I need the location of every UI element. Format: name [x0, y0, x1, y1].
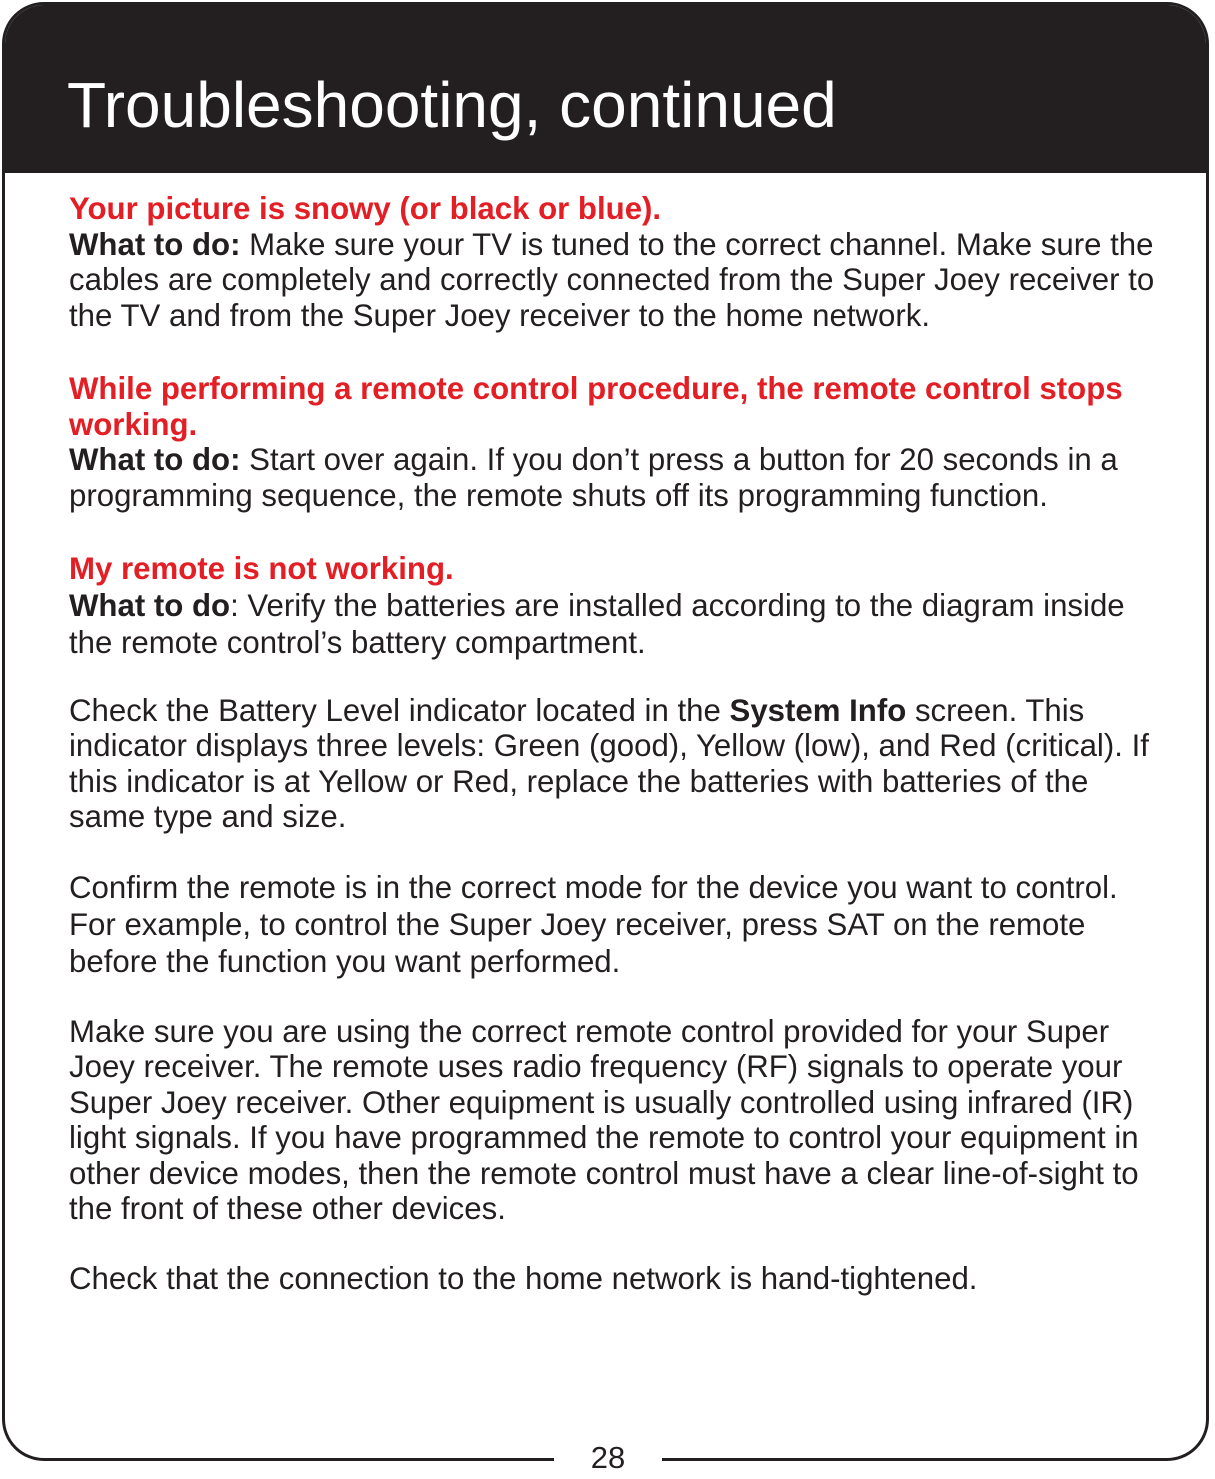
issue-remote-stops	[69, 371, 1164, 513]
what-to-do-label: What to do:	[69, 226, 241, 262]
solution-text: Make sure your TV is tuned to the correct channel. Make sure the cables are completely and correctly connected from the Super Joey receiver to the TV and from the Super Joey receiver to the home network.	[69, 226, 1155, 333]
issue-heading-remote-stops: While performing a remote control procedure, the remote control stops working.	[69, 371, 1123, 442]
issue-remote-not-working	[69, 551, 1164, 661]
solution-snowy-picture	[69, 227, 1164, 334]
solution-text: Start over again. If you don’t press a button for 20 seconds in a programming sequence, the remote shuts off its programming function.	[69, 442, 1118, 513]
page-frame	[2, 2, 1209, 1461]
battery-text-after: screen. This indicator displays three levels: Green (good), Yellow (low), and Red (critical). If this indicator is at Yellow or Red, replace the batteries with batteries of the same type and size.	[69, 692, 1149, 834]
what-to-do-label: What to do	[69, 587, 231, 623]
solution-text: : Verify the batteries are installed according to the diagram inside the remote control’s battery compartment.	[69, 587, 1125, 660]
system-info-emphasis: System Info	[729, 692, 907, 728]
solution-remote-stops	[69, 442, 1164, 513]
issue-snowy-picture	[69, 191, 1164, 333]
page-content	[69, 191, 1164, 1296]
battery-level-paragraph	[69, 693, 1164, 835]
issue-heading-remote-not-working: My remote is not working.	[69, 551, 454, 586]
issue-heading-snowy-picture: Your picture is snowy (or black or blue).	[69, 191, 662, 226]
page-title: Troubleshooting, continued	[67, 69, 837, 141]
header-band	[5, 5, 1206, 173]
rf-signal-paragraph: Make sure you are using the correct remote control provided for your Super Joey receiver. The remote uses radio frequency (RF) signals to operate your Super Joey receiver. Other equipment is usually controlled using infrared (IR) light signals. If you have programmed the remote to control your equipment in other device modes, then the remote control must have a clear line-of-sight to the front of these other devices.	[69, 1013, 1139, 1226]
remote-mode-paragraph: Confirm the remote is in the correct mode for the device you want to control. For example, to control the Super Joey receiver, press SAT on the remote before the function you want performed.	[69, 869, 1118, 979]
what-to-do-label: What to do:	[69, 442, 241, 477]
connection-paragraph: Check that the connection to the home network is hand-tightened.	[69, 1260, 978, 1296]
battery-text-before: Check the Battery Level indicator located in the	[69, 692, 730, 728]
page-number: 28	[590, 1440, 626, 1475]
solution-remote-not-working	[69, 587, 1164, 661]
